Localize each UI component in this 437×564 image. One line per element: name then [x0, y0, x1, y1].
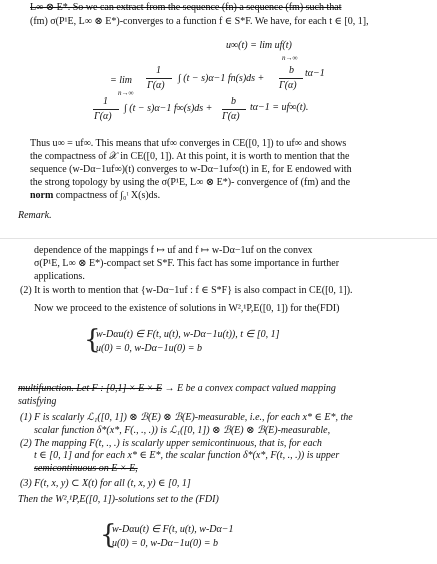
- fraction-numerator: b: [231, 96, 236, 107]
- power-term: tα−1: [305, 68, 325, 79]
- text-line: t ∈ [0, 1] and for each x* ∈ E*, the scalar function δ*(x*, F(t, ., .)) is upper: [34, 450, 340, 461]
- text-line: σ(P¹E, L∞ ⊗ E*)-compact set S*F. This fact has some importance in further: [34, 258, 340, 269]
- fraction-denominator: Γ(α): [94, 111, 112, 122]
- fraction-bar: [93, 109, 119, 110]
- text-line: (2) The mapping F(t, ., .) is scalarly upper semicontinuous, that is, for each: [20, 438, 322, 449]
- text-line: semicontinuous on E × E,: [34, 463, 138, 474]
- system-equation: u(0) = 0, w-Dα−1u(0) = b: [112, 538, 219, 549]
- text-line: (3) F(t, x, y) ⊂ X(t) for all (t, x, y) ∈ [0, 1]: [20, 478, 191, 489]
- system-brace: {: [84, 325, 101, 355]
- fraction-denominator: Γ(α): [279, 80, 297, 91]
- text-line: the compactness of 𝒳 in CE([0, 1]). At this point, it is worth to mention that the: [30, 151, 350, 162]
- fraction-bar: [222, 109, 246, 110]
- text-span: compactness of ∫₀ᵗ X(s)ds.: [53, 190, 161, 201]
- text-line: Now we proceed to the existence of solutions in W²,¹P,E([0, 1]) for the(FDI): [34, 303, 340, 314]
- paper-fragment-top: [0, 0, 437, 232]
- fraction-bar: [279, 78, 303, 79]
- fraction-numerator: 1: [156, 65, 161, 76]
- fraction-denominator: Γ(α): [147, 80, 165, 91]
- text-line: (1) F is scalarly ℒ₁([0, 1]) ⊗ ℬ(E) ⊗ ℬ(E)-measurable, i.e., for each x* ∈ E*, the: [20, 412, 353, 423]
- equation-subscript: n→∞: [282, 54, 298, 62]
- system-equation: w-Dαu(t) ∈ F(t, u(t), w-Dα−1: [112, 524, 234, 535]
- text-line: satisfying: [18, 396, 57, 407]
- text-line: [30, 190, 160, 202]
- text-line: scalar function δ*(x*, F(., ., .)) is ℒ₁([0, 1]) ⊗ ℬ(E) ⊗ ℬ(E)-measurable,: [34, 425, 331, 436]
- system-equation: u(0) = 0, w-Dα−1u(0) = b: [96, 343, 203, 354]
- text-line: (2) It is worth to mention that {w-Dα−1uf : f ∈ S*F} is also compact in CE([0, 1]).: [20, 285, 353, 296]
- fraction-bar: [146, 78, 172, 79]
- text-line: sequence (w-Dα−1uf∞)(t) converges to w-Dα−1uf∞(t) in E, for E endowed with: [30, 164, 352, 175]
- system-equation: w-Dαu(t) ∈ F(t, u(t), w-Dα−1u(t)), t ∈ [0, 1]: [96, 329, 280, 340]
- text-line: Then the W²,¹P,E([0, 1])-solutions set to the (FDI): [18, 494, 219, 505]
- text-line: Thus u∞ = uf∞. This means that uf∞ converges in CE([0, 1]) to uf∞ and shows: [30, 138, 347, 149]
- integral-term: ∫ (t − s)α−1 f∞(s)ds +: [124, 103, 213, 114]
- remark-heading: Remark.: [18, 210, 52, 221]
- paper-fragment-bottom: [0, 450, 437, 564]
- text-line: multifunction. Let F : [0,1] × E × E → E be a convex compact valued mapping: [18, 383, 336, 394]
- paper-fragment-middle: [0, 238, 437, 451]
- integral-term: ∫ (t − s)α−1 fn(s)ds +: [178, 73, 265, 84]
- equation-lim: = lim: [110, 75, 133, 86]
- fraction-numerator: b: [289, 65, 294, 76]
- power-term: tα−1 = uf∞(t).: [250, 102, 309, 113]
- equation-subscript: n→∞: [118, 89, 134, 97]
- text-line: (fm) σ(P¹E, L∞ ⊗ E*)-converges to a function f ∈ S*F. We have, for each t ∈ [0, 1],: [30, 16, 369, 27]
- equation-limit: u∞(t) = lim uf(t): [226, 40, 292, 51]
- text-line: the strong topology by using the σ(P¹E, L∞ ⊗ E*)- convergence of (fm) and the: [30, 177, 351, 188]
- bold-word: norm: [30, 190, 54, 201]
- text-line: L∞ ⊗ E*. So we can extract from the sequence (fn) a sequence (fm) such that: [30, 2, 342, 13]
- text-line: applications.: [34, 271, 85, 282]
- system-brace: {: [100, 520, 117, 550]
- text-line: dependence of the mappings f ↦ uf and f ↦ w-Dα−1uf on the convex: [34, 245, 313, 256]
- fraction-numerator: 1: [103, 96, 108, 107]
- fraction-denominator: Γ(α): [222, 111, 240, 122]
